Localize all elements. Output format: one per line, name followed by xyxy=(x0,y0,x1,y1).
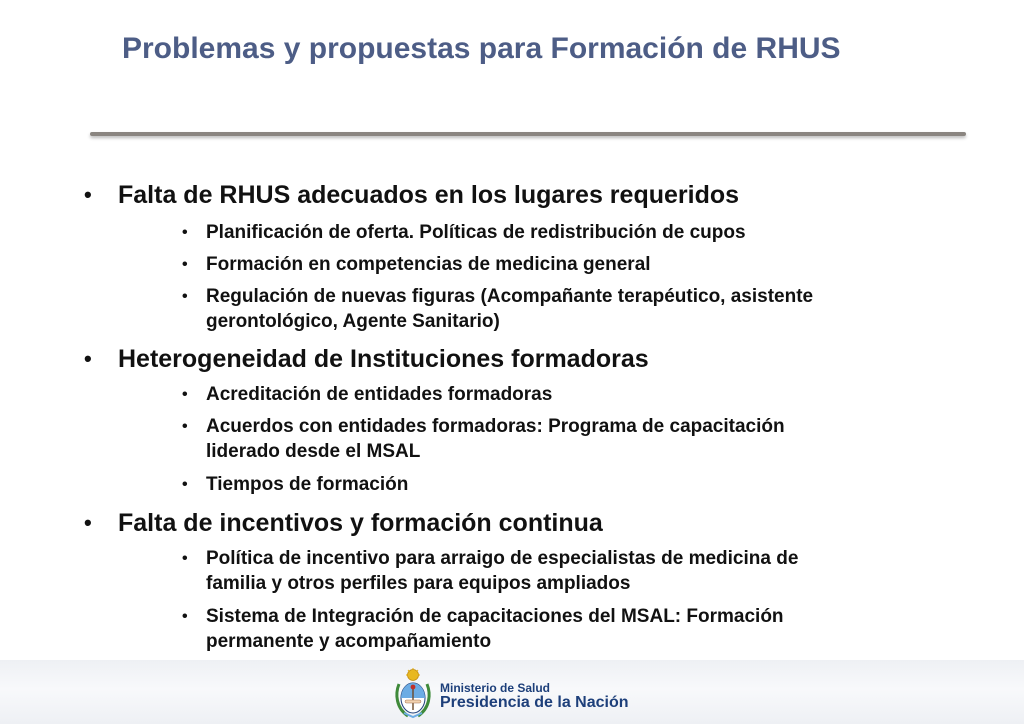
list-item-text: Sistema de Integración de capacitaciones del MSAL: Formación permanente y acompañamiento xyxy=(206,606,784,652)
list-item xyxy=(182,252,926,277)
bullet-icon: • xyxy=(182,224,188,241)
bullet-icon: • xyxy=(182,418,188,435)
list-item-text: Política de incentivo para arraigo de especialistas de medicina de familia y otros perfiles para equipos ampliados xyxy=(206,548,799,594)
section-heading-text: Falta de RHUS adecuados en los lugares requeridos xyxy=(118,181,740,209)
bullet-icon: • xyxy=(84,510,92,535)
list-item xyxy=(182,546,926,596)
list-item-text: Tiempos de formación xyxy=(206,474,409,495)
bullet-icon: • xyxy=(182,550,188,567)
section-heading-3 xyxy=(84,508,938,538)
list-item xyxy=(182,472,926,497)
list-item xyxy=(182,414,926,464)
list-item-text: Formación en competencias de medicina general xyxy=(206,254,651,275)
bullet-icon: • xyxy=(182,256,188,273)
argentina-coat-of-arms-icon xyxy=(394,668,432,720)
list-item xyxy=(182,220,926,245)
bullet-icon: • xyxy=(182,386,188,403)
footer-ministry: Ministerio de Salud xyxy=(440,681,551,695)
list-item xyxy=(182,604,926,654)
bullet-icon: • xyxy=(182,476,188,493)
bullet-icon: • xyxy=(84,346,92,371)
footer-presidency: Presidencia de la Nación xyxy=(440,694,629,711)
list-item-text: Acuerdos con entidades formadoras: Programa de capacitación liderado desde el MSAL xyxy=(206,416,785,462)
section-heading-2 xyxy=(84,344,938,374)
bullet-icon: • xyxy=(182,608,188,625)
list-item-text: Regulación de nuevas figuras (Acompañante terapéutico, asistente gerontológico, Agente Sanitario) xyxy=(206,286,814,332)
section-heading-1 xyxy=(84,180,938,210)
list-item-text: Acreditación de entidades formadoras xyxy=(206,384,553,405)
list-item xyxy=(182,284,926,334)
list-item-text: Planificación de oferta. Políticas de redistribución de cupos xyxy=(206,222,746,243)
bullet-icon: • xyxy=(182,288,188,305)
list-item xyxy=(182,382,926,407)
bullet-icon: • xyxy=(84,182,92,207)
slide-title: Problemas y propuestas para Formación de RHUS xyxy=(122,32,841,65)
section-heading-text: Heterogeneidad de Instituciones formadoras xyxy=(118,345,649,373)
section-heading-text: Falta de incentivos y formación continua xyxy=(118,509,603,537)
